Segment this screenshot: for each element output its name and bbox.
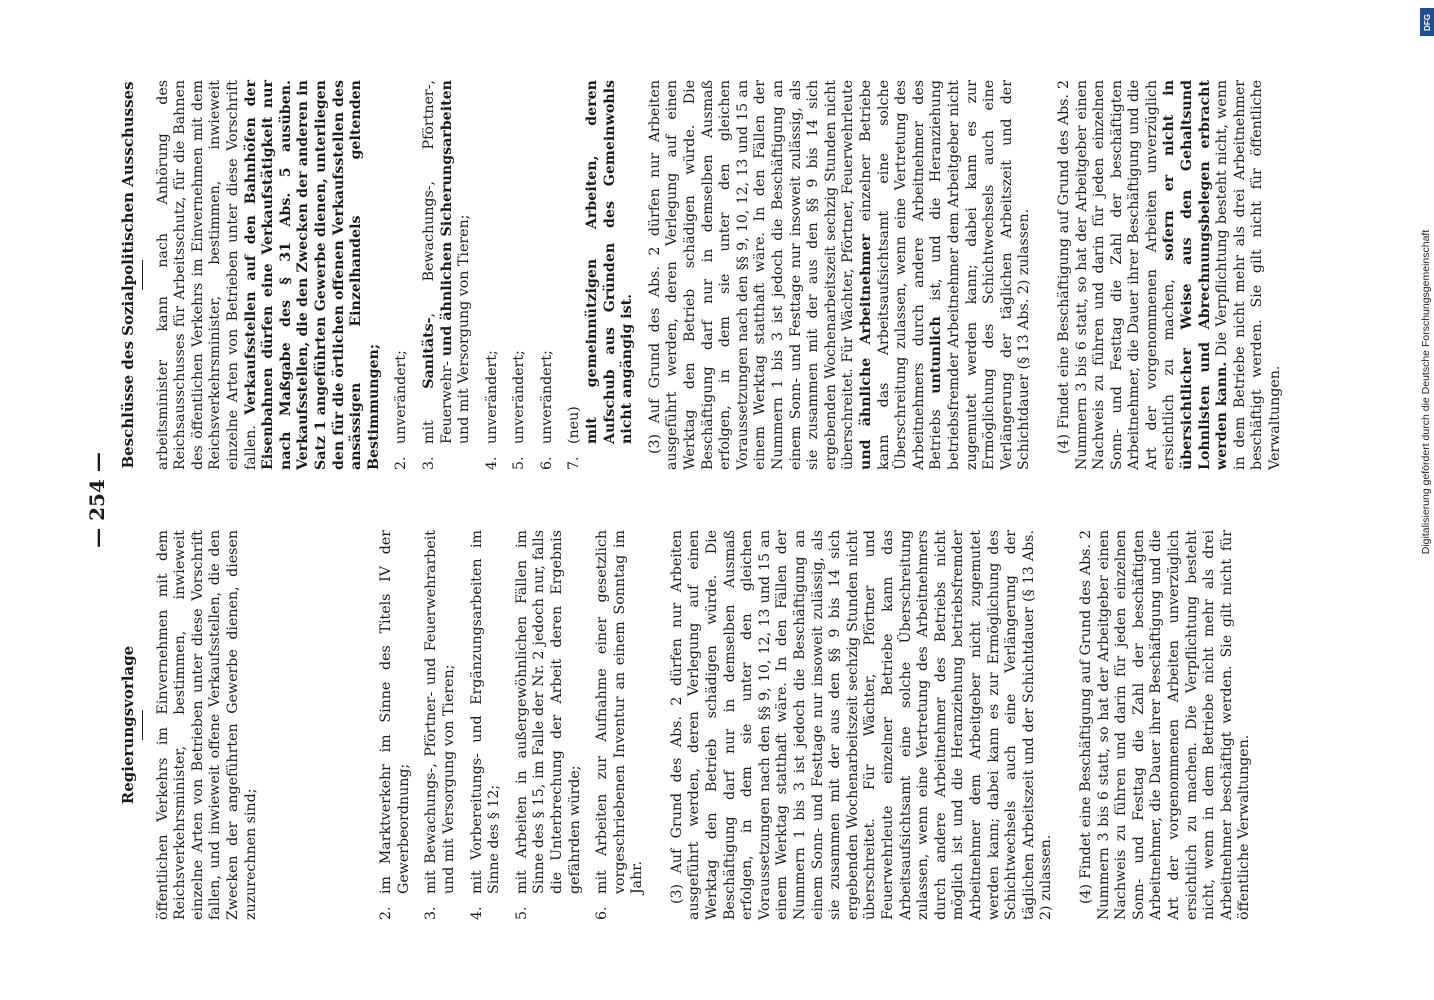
item-number: 6. <box>538 456 555 470</box>
item-text: im Marktverkehr im Sinne des Titels IV der Gewerbeordnung; <box>378 530 412 894</box>
right-column-heading: Beschlüsse des Sozialpolitischen Ausschusses <box>119 81 137 469</box>
heading-rule <box>142 260 143 290</box>
right-intro-text <box>155 80 384 470</box>
left-item-list <box>378 530 647 920</box>
para3-part-c: einzelner Betriebe kann das Arbeitsaufsichtsamt eine solche Überschreitung zulassen, wenn eine Vertretung des Arbeitnehmers durch andere Arbeitnehmer des Betriebs <box>857 80 945 470</box>
item-text: unverändert; <box>483 350 500 444</box>
item-number: 3. <box>420 456 437 470</box>
left-paragraph-4: (4) Findet eine Beschäftigung auf Grund des Abs. 2 Nummern 3 bis 6 statt, so hat der Arbeitgeber einen Nachweis zu führen und darin für jeden einzelnen Sonn- und Festtag die Zahl der beschäftigten Arbeitnehmer, die Dauer ihrer Beschäftigung und die Art der vorgenommenen Arbeiten unverzüglich ersichtlich zu machen. Die Verpflichtung besteht nicht, wenn in dem Betriebe nicht mehr als drei Arbeitnehmer beschäftigt werden. Sie gilt nicht für öffentliche Verwaltungen. <box>1077 530 1253 920</box>
item3-mid: , Bewachungs-, Pförtner-, Feuerwehr- <box>420 80 455 444</box>
left-item-3 <box>423 530 458 920</box>
right-item-4 <box>484 80 502 470</box>
page-number: — 254 — <box>85 452 109 548</box>
right-intro-bold: Verkaufsstellen auf den Bahnhöfen der Eisenbahnen dürfen eine Verkaufstätigkeit nur nach Maßgabe des § 31 Abs. 5 ausüben. Verkaufsstellen, die den Zwecken der anderen in Satz 1 angeführten Gewerbe dienen, unterliegen den für die örtlichen offenen Verkaufsstellen des ansässigen Einzelhandels geltenden Bestimmungen; <box>242 80 382 470</box>
left-item-2 <box>378 530 413 920</box>
left-column-government-draft <box>120 530 1254 920</box>
left-item-6 <box>594 530 647 920</box>
item-number: 5. <box>513 906 530 920</box>
item-text: unverändert; <box>393 350 410 444</box>
left-item-4 <box>469 530 504 920</box>
item-text: unverändert; <box>511 350 528 444</box>
heading-rule <box>142 710 143 740</box>
para3-bold-b: und ähnliche Arbeitnehmer <box>857 234 874 470</box>
para3-part-e: ist, und die Heranziehung betriebsfremder Arbeitnehmer dem Arbeitgeber nicht zugemutet werden kann; dabei kann es zur Ermöglichung des Schichtwechsels auch eine Verlängerung der täglichen Arbeitszeit und der Schichtdauer (§ 13 Abs. 2) zulassen. <box>928 80 1033 470</box>
right-paragraph-3 <box>647 80 1034 470</box>
para3-bold-d: untunlich <box>928 316 945 394</box>
para4-bold-b: sofern er nicht in übersichtlicher Weise aus den Gehaltsund Lohnlisten und Abrechnungsbelegen erbracht werden kann. <box>1161 79 1231 470</box>
item-number: 6. <box>594 906 611 920</box>
right-item-3 <box>421 80 474 470</box>
item-number: 4. <box>483 456 500 470</box>
item-text: unverändert; <box>538 350 555 444</box>
right-intro-regular: arbeitsminister kann nach Anhörung des Reichsausschusses für Arbeitsschutz, für die Bahnen des öffentlichen Verkehrs im Einvernehmen mit dem Reichsverkehrsminister, bestimmen, inwieweit einzelne Arten von Betrieben unter diese Vorschrift fallen. <box>154 80 259 470</box>
item-number: 2. <box>378 906 395 920</box>
right-item-5 <box>511 80 529 470</box>
item3-bold-1: Sanitäts- <box>420 317 437 389</box>
item-text: mit Vorbereitungs- und Ergänzungsarbeiten im Sinne des § 12; <box>468 530 503 894</box>
item-text: mit Arbeiten zur Aufnahme einer gesetzlich vorgeschriebenen Inventur an einem Sonntag im Jahr. <box>594 530 646 894</box>
right-item-7 <box>566 80 636 470</box>
para4-part-c: Die Verpflichtung besteht nicht, wenn in dem Betriebe nicht mehr als drei Arbeitnehmer beschäftigt werden. Sie gilt nicht für öffentliche Verwaltungen. <box>1214 80 1284 470</box>
item-number: 2. <box>393 456 410 470</box>
right-item-6 <box>539 80 557 470</box>
item-number: 3. <box>423 906 440 920</box>
right-paragraph-4 <box>1056 80 1285 470</box>
item3-bold-2: und ähnlichen Sicherungsarbeiten <box>438 80 455 357</box>
right-item-2 <box>393 80 411 470</box>
left-column-heading: Regierungsvorlage <box>119 645 137 805</box>
item-number: 4. <box>468 906 485 920</box>
digitization-credit <box>1418 0 1434 1000</box>
item7-new-tag: (neu) <box>566 406 583 444</box>
item-number: 7. <box>566 456 583 470</box>
dfg-logo-text: DFG <box>1422 13 1432 31</box>
para3-part-a: (3) Auf Grund des Abs. 2 dürfen nur Arbeiten ausgeführt werden, deren Verlegung auf einen Werktag den Betrieb schädigen würde. Die Beschäftigung darf nur in demselben Ausmaß erfolgen, in dem sie unter den gleichen Voraussetzungen nach den §§ 9, 10, 12, 13 und 15 an einem Werktag statthaft wäre. In den Fällen der Nummern 1 bis 3 ist jedoch die Beschäftigung an einem Sonn- und Festtage nur insoweit zulässig, als sie zusammen mit der aus den §§ 9 bis 14 sich ergebenden Wochenarbeitszeit sechzig Stunden nicht überschreitet. Für Wächter, Pförtner, Feuerwehrleute <box>646 80 857 470</box>
item-text: mit Arbeiten in außergewöhnlichen Fällen im Sinne des § 15, im Falle der Nr. 2 jedoch nur, falls die Unterbrechung der Arbeit deren Ergebnis gefährden würde; <box>513 530 583 894</box>
item-text <box>421 80 474 444</box>
left-paragraph-3: (3) Auf Grund des Abs. 2 dürfen nur Arbeiten ausgeführt werden, deren Verlegung auf einen Werktag den Betrieb schädigen würde. Die Beschäftigung darf nur in demselben Ausmaß erfolgen, in dem sie unter den gleichen Voraussetzungen nach den §§ 9, 10, 12, 13 und 15 an einem Werktag statthaft wäre. In den Fällen der Nummern 1 bis 3 ist jedoch die Beschäftigung an einem Sonn- und Festtage nur insoweit zulässig, als sie zusammen mit der aus den §§ 9 bis 14 sich ergebenden Wochenarbeitszeit sechzig Stunden nicht überschreitet. Für Wächter, Pförtner und Feuerwehrleute einzelner Betriebe kann das Arbeitsaufsichtsamt eine solche Überschreitung zulassen, wenn eine Vertretung des Arbeitnehmers durch andere Arbeitnehmer des Betriebs nicht möglich ist und die Heranziehung betriebsfremder Arbeitnehmer dem Arbeitgeber nicht zugemutet werden kann; dabei kann es zur Ermöglichung des Schichtwechsels auch eine Verlängerung der täglichen Arbeitszeit und der Schichtdauer (§ 13 Abs. 2) zulassen. <box>668 530 1055 920</box>
item-text: mit Bewachungs-, Pförtner- und Feuerwehrarbeit und mit Versorgung von Tieren; <box>423 530 457 894</box>
credit-text: Digitalisierung gefördert durch die Deutsche Forschungsgemeinschaft <box>1420 229 1432 555</box>
right-column-committee-resolutions <box>120 80 1285 470</box>
item3-post: und mit Versorgung von Tieren; <box>456 214 473 444</box>
item-number: 5. <box>511 456 528 470</box>
para4-part-a: (4) Findet eine Beschäftigung auf Grund des Abs. 2 Nummern 3 bis 6 statt, so hat der Arbeitgeber einen Nachweis zu führen und darin für jeden einzelnen Sonn- und Festtag die Zahl der beschäftigten Arbeitnehmer, die Dauer ihrer Beschäftigung und die Art der vorgenommenen Arbeiten unverzüglich ersichtlich zu machen, <box>1055 80 1178 470</box>
left-item-5 <box>514 530 584 920</box>
dfg-logo <box>1420 8 1434 36</box>
item3-pre: mit <box>420 388 437 444</box>
item7-bold-text: mit gemeinnützigen Arbeiten, deren Aufschub aus Gründen des Gemeinwohls nicht angängig ist. <box>584 80 636 444</box>
item-text <box>566 80 636 444</box>
left-intro-text: öffentlichen Verkehrs im Einvernehmen mit dem Reichsverkehrsminister, bestimmen, inwieweit einzelne Arten von Betrieben unter diese Vorschrift fallen, und inwieweit offene Verkaufsstellen, die den Zwecken der angeführten Gewerbe dienen, diesen zuzurechnen sind; <box>154 530 259 920</box>
